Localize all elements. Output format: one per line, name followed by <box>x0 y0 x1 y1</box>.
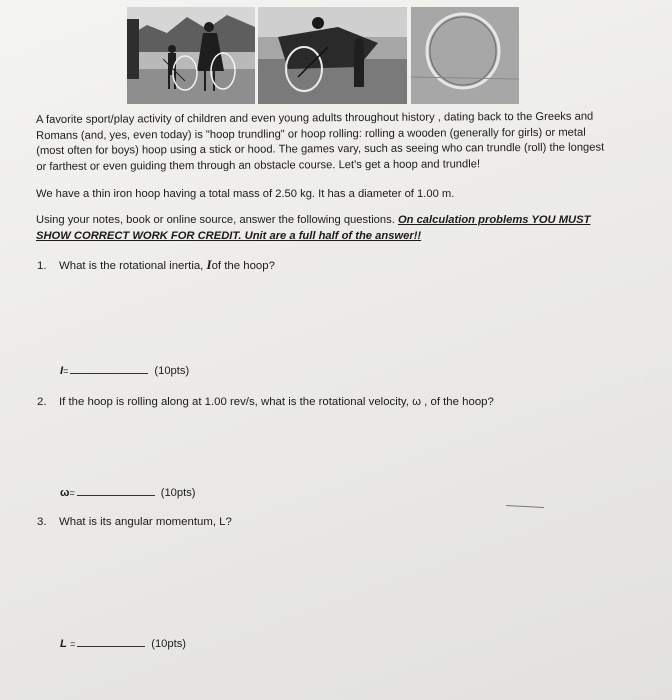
question-number: 3. <box>37 516 47 528</box>
hoop-photo <box>411 7 519 104</box>
intro-line: (most often for boys) hoop using a stick or hood. The games vary, such as seeing who can trundle (roll) the longest <box>36 141 605 157</box>
hoop-description: We have a thin iron hoop having a total mass of 2.50 kg. It has a diameter of 1.00 m. <box>36 188 455 200</box>
question-text: What is the rotational inertia, <box>59 260 207 272</box>
answer-1 <box>60 363 189 377</box>
answer-symbol: L <box>60 638 67 650</box>
instructions-emphasis-1: On calculation problems YOU MUST <box>397 214 591 226</box>
intro-line: Romans (and, yes, even today) is "hoop trundling" or hoop rolling: rolling a wooden (generally for girls) or metal <box>36 126 586 142</box>
intro-line: A favorite sport/play activity of children and even young adults throughout history , dating back to the Greeks and <box>36 110 594 126</box>
question-text-end: of the hoop? <box>211 260 275 272</box>
question-number: 1. <box>37 260 47 272</box>
children-with-hoops-photo <box>127 7 255 104</box>
instructions-lead: Using your notes, book or online source, answer the following questions. <box>36 214 398 226</box>
intro-line: or farthest or even guiding them through an obstacle course. Let's get a hoop and trundle! <box>36 157 481 173</box>
question-text: If the hoop is rolling along at 1.00 rev/s, what is the rotational velocity, ω , of the hoop? <box>59 396 494 408</box>
answer-blank[interactable] <box>77 636 145 647</box>
question-2 <box>37 396 494 408</box>
question-symbol: I <box>206 257 212 272</box>
instructions-emphasis-2: SHOW CORRECT WORK FOR CREDIT. Unit are a full half of the answer!! <box>36 229 422 242</box>
answer-blank[interactable] <box>77 485 155 496</box>
header-photos <box>127 7 519 104</box>
instructions <box>36 213 590 244</box>
answer-points: (10pts) <box>160 487 196 499</box>
answer-2 <box>60 485 196 499</box>
answer-blank[interactable] <box>70 363 148 374</box>
answer-symbol: I <box>60 365 64 377</box>
answer-3 <box>60 636 186 650</box>
answer-equals: = <box>69 639 76 649</box>
question-text: What is its angular momentum, L? <box>59 516 232 528</box>
intro-paragraph <box>36 110 604 175</box>
answer-points: (10pts) <box>151 638 187 650</box>
question-number: 2. <box>37 396 47 408</box>
question-1 <box>37 257 275 273</box>
question-3 <box>37 516 232 528</box>
answer-points: (10pts) <box>154 365 190 377</box>
answer-equals: = <box>63 366 69 376</box>
boy-rolling-hoop-photo <box>258 7 407 104</box>
stray-pencil-mark <box>506 505 544 508</box>
answer-symbol: ω <box>60 487 70 499</box>
answer-equals: = <box>69 488 75 498</box>
